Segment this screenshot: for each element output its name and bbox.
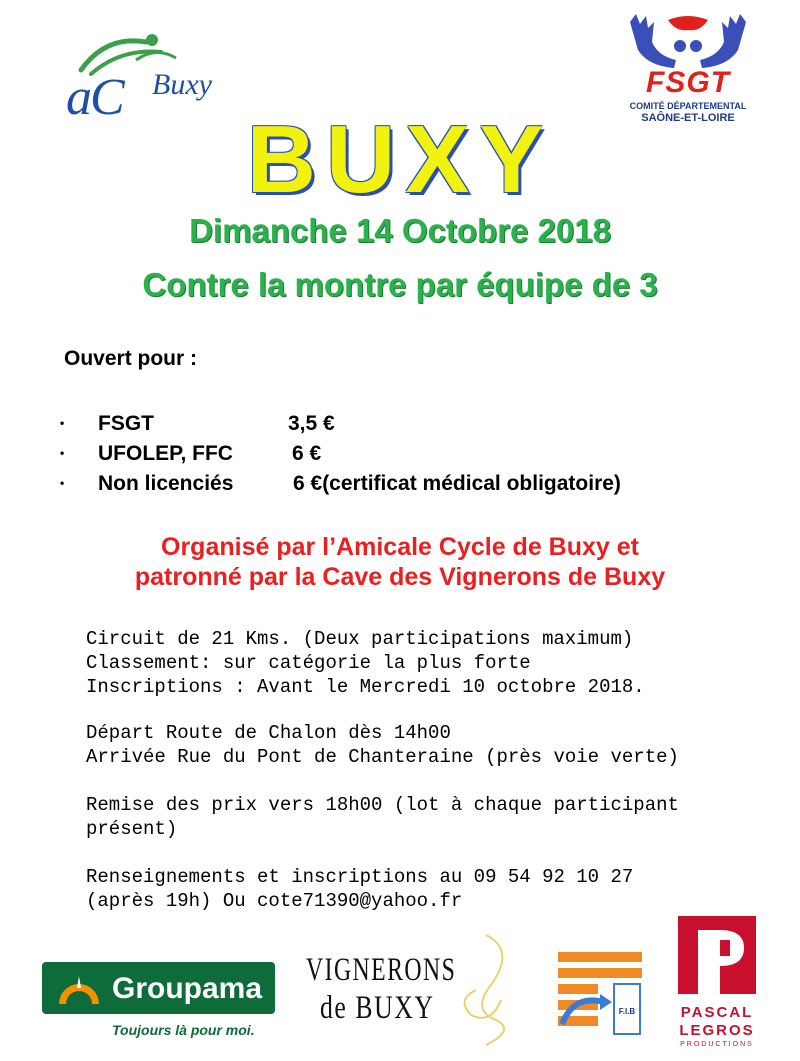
price-item-name: Non licenciés [98,472,234,495]
bullet-icon: • [60,476,65,490]
vignerons-line-1: VIGNERONS [306,952,457,988]
price-item-name: FSGT [98,412,154,435]
fsgt-logo-text: FSGT [646,66,730,99]
vignerons-line-2: de BUXY [320,990,435,1026]
organizer-line-2: patronné par la Cave des Vignerons de Buxy [134,563,666,591]
depart-info: Départ Route de Chalon dès 14h00 [86,722,451,744]
legros-line-3: PRODUCTIONS [680,1041,754,1048]
groupama-logo [42,962,275,1046]
groupama-tagline: Toujours là pour moi. [112,1022,255,1038]
price-item [60,412,460,438]
vine-flourish-icon [446,930,526,1050]
page-title: BUXY [246,106,554,213]
legros-line-1: PASCAL [680,1004,754,1021]
legros-p-icon [672,910,762,1000]
fsgt-region-text: SAÔNE-ET-LOIRE [641,112,735,124]
legros-line-2: LEGROS [679,1022,755,1039]
fib-emblem-icon [554,944,646,1040]
price-item [60,472,760,498]
hands-icon [618,12,758,72]
fsgt-committee-text: COMITÉ DÉPARTEMENTAL [629,101,747,111]
contact-info-1: Renseignements et inscriptions au 09 54 92 10 27 [86,866,634,888]
contact-info-2: (après 19h) Ou cote71390@yahoo.fr [86,890,463,912]
bullet-icon: • [60,416,65,430]
bullet-icon: • [60,446,65,460]
pascal-legros-logo [672,910,768,1050]
ac-logo-text: aC [66,69,123,126]
circuit-info: Circuit de 21 Kms. (Deux participations maximum) [86,628,634,650]
vignerons-logo [306,940,526,1060]
event-subtitle: Contre la montre par équipe de 3 [142,266,658,303]
fib-logo [554,944,646,1040]
price-item-name: UFOLEP, FFC [98,442,233,465]
buxy-logo-text: Buxy [152,68,212,101]
open-for-label: Ouvert pour : [64,347,198,370]
ac-buxy-logo [66,30,236,126]
price-item-value: 3,5 € [288,412,335,435]
prize-info-2: présent) [86,818,178,840]
price-item-value: 6 €(certificat médical obligatoire) [293,472,621,495]
groupama-sun-icon [54,968,104,1008]
fib-text: F.I.B [618,1007,636,1016]
classement-info: Classement: sur catégorie la plus forte [86,652,531,674]
inscriptions-info: Inscriptions : Avant le Mercredi 10 octobre 2018. [86,676,645,698]
price-item [60,442,460,468]
price-item-value: 6 € [292,442,322,465]
prize-info-1: Remise des prix vers 18h00 (lot à chaque participant [86,794,679,816]
arrivee-info: Arrivée Rue du Pont de Chanteraine (près voie verte) [86,746,679,768]
organizer-line-1: Organisé par l’Amicale Cycle de Buxy et [161,533,639,561]
event-date: Dimanche 14 Octobre 2018 [189,212,611,249]
groupama-name: Groupama [112,972,263,1005]
